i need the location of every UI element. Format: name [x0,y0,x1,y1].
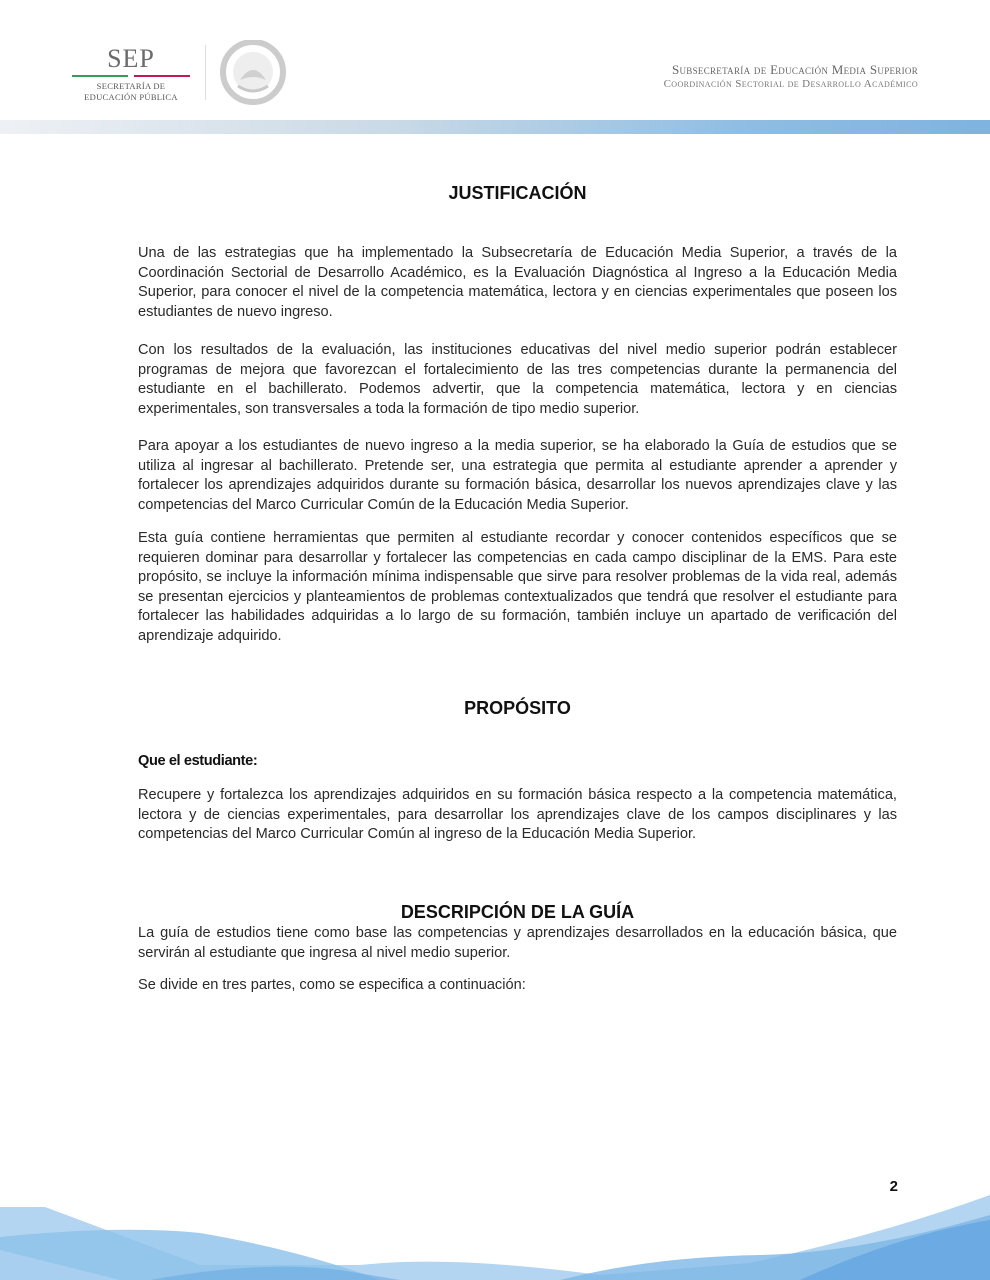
footer-wave-decoration [0,1195,990,1280]
proposito-label: Que el estudiante: [138,753,258,769]
paragraph: Esta guía contiene herramientas que permiten al estudiante recordar y conocer contenidos específicos que se requieren dominar para desarrollar y fortalecer las competencias en cada campo disciplinar de la EMS. Para este propósito, se incluye la información mínima indispensable que sirve para resolver problemas de la vida real, además se presentan ejercicios y planteamientos de problemas contextualizados que tendrá que resolver el estudiante para fortalecer las habilidades adquiridas a lo largo de su formación, también incluye un apartado de verificación del aprendizaje adquirido. [138,530,897,644]
org-header: Subsecretaría de Educación Media Superior Coordinación Sectorial de Desarrollo Académico [663,62,918,90]
proposito-title: PROPÓSITO [464,698,571,718]
sep-logo: SEP SECRETARÍA DE EDUCACIÓN PÚBLICA [72,46,190,103]
page-number: 2 [889,1178,898,1195]
paragraph: Una de las estrategias que ha implementado la Subsecretaría de Educación Media Superior, a través de la Coordinación Sectorial de Desarrollo Académico, es la Evaluación Diagnóstica al Ingreso a la Educación Media Superior, para conocer el nivel de la competencia matemática, lectora y en ciencias experimentales que poseen los estudiantes de nuevo ingreso. [138,245,897,320]
justificacion-title: JUSTIFICACIÓN [448,183,587,203]
header-band [0,120,990,134]
logo-divider [205,45,206,100]
paragraph: Para apoyar a los estudiantes de nuevo ingreso a la media superior, se ha elaborado la Guía de estudios que se utiliza al ingresar al bachillerato. Pretende ser, una estrategia que permita al estudiante aprender a aprender y fortalecer los aprendizajes adquiridos durante su formación básica, desarrollar los nuevos aprendizajes clave y las competencias del Marco Curricular Común de la Educación Media Superior. [138,438,897,513]
paragraph: La guía de estudios tiene como base las competencias y aprendizajes desarrollados en la educación básica, que servirán al estudiante que ingresa al nivel medio superior. [138,925,897,961]
paragraph: Con los resultados de la evaluación, las instituciones educativas del nivel medio superior podrán establecer programas de mejora que favorezcan el fortalecimiento de las tres competencias durante la permanencia del estudiante en el bachillerato. Podemos advertir, que la competencia matemática, lectora y en ciencias experimentales, son transversales a toda la formación de tipo medio superior. [138,342,897,417]
paragraph: Se divide en tres partes, como se especifica a continuación: [138,977,526,993]
descripcion-title: DESCRIPCIÓN DE LA GUÍA [400,902,635,922]
coat-of-arms-seal-icon [218,40,288,105]
paragraph: Recupere y fortalezca los aprendizajes adquiridos en su formación básica respecto a la competencia matemática, lectora y de ciencias experimentales, para desarrollar los aprendizajes clave de los campos disciplinares y las competencias del Marco Curricular Común al ingreso de la Educación Media Superior. [138,787,897,842]
